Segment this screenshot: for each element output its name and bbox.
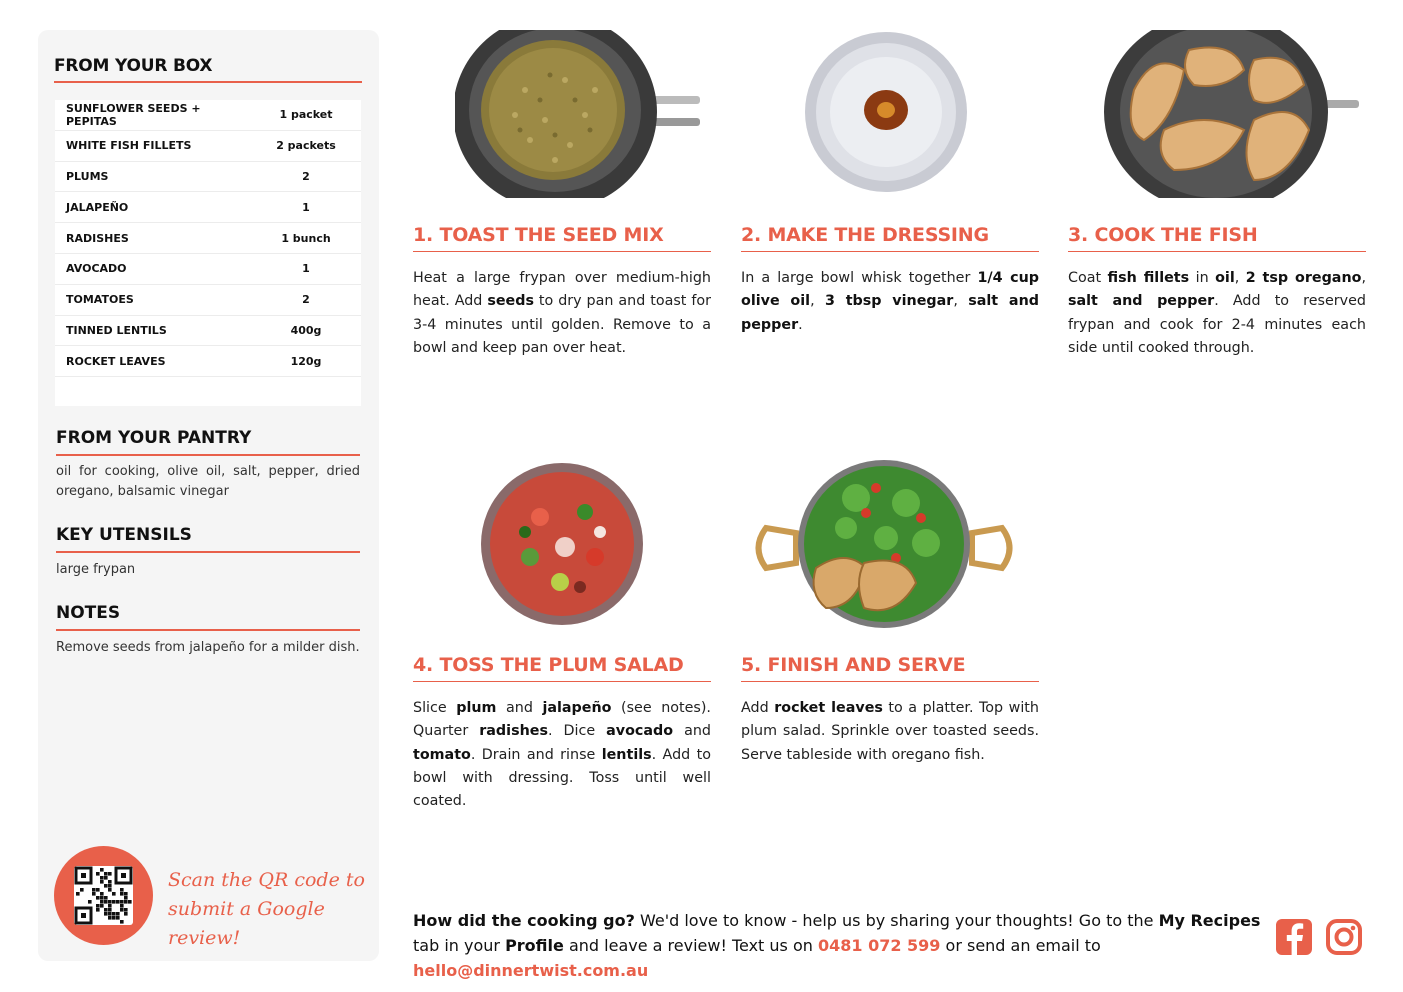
ingredient-qty: 1 bunch — [281, 231, 331, 245]
step-text: in — [1189, 270, 1216, 286]
plum-salad-image — [480, 462, 644, 626]
footer-question: How did the cooking go? — [413, 911, 635, 930]
step-text: (see notes). Quarter — [413, 700, 711, 740]
box-heading: FROM YOUR BOX — [54, 56, 362, 83]
step-bold-text: lentils — [601, 746, 652, 763]
step-text: In a large bowl whisk together — [741, 270, 978, 286]
step-bold-text: 1/4 cup olive oil — [741, 270, 1040, 310]
step-bold-text: oil — [1215, 270, 1235, 286]
step-text: . Add to reserved frypan and cook for 2-4 minutes each side until cooked through. — [1068, 293, 1366, 356]
ingredient-name: WHITE FISH FILLETS — [66, 139, 192, 153]
step-bold-text: tomato — [413, 746, 471, 763]
step-bold-text: fish fillets — [1107, 270, 1190, 286]
ingredient-row — [55, 285, 361, 316]
step-bold-text: avocado — [606, 723, 674, 740]
seed-pan-image — [455, 30, 705, 198]
utensils-text: large frypan — [56, 562, 136, 577]
step-2-body — [741, 267, 1039, 337]
step-3-body — [1068, 267, 1366, 360]
step-text: . Add to bowl with dressing. Toss until well coated. — [413, 746, 711, 810]
ingredient-name: ROCKET LEAVES — [66, 354, 166, 368]
utensils-heading: KEY UTENSILS — [56, 525, 360, 553]
finished-dish-image — [746, 458, 1022, 630]
notes-heading: NOTES — [56, 603, 360, 631]
step-bold-text: 2 tsp oregano — [1245, 270, 1362, 286]
phone-link[interactable]: 0481 072 599 — [817, 936, 941, 955]
step-1-title: 1. TOAST THE SEED MIX — [413, 224, 711, 252]
ingredient-row — [55, 223, 361, 254]
step-bold-text: salt and pepper — [741, 293, 1039, 333]
ingredient-name: TINNED LENTILS — [66, 323, 167, 337]
ingredient-name: AVOCADO — [66, 262, 127, 276]
fish-pan-image — [1104, 30, 1359, 198]
step-bold-text: rocket leaves — [774, 700, 883, 716]
footer-text-2: tab in your — [413, 936, 506, 955]
ingredient-row — [55, 346, 361, 377]
step-text: , — [1234, 270, 1246, 286]
ingredient-qty: 2 — [302, 293, 310, 307]
dressing-bowl-image — [804, 30, 970, 198]
footer-text-4: or send an email to — [940, 936, 1101, 955]
ingredient-name: PLUMS — [66, 169, 109, 183]
step-text: , — [810, 293, 825, 310]
step-4-title: 4. TOSS THE PLUM SALAD — [413, 654, 711, 682]
notes-text: Remove seeds from jalapeño for a milder dish. — [56, 640, 360, 655]
ingredient-qty: 400g — [290, 323, 322, 337]
footer-text-1: We'd love to know - help us by sharing your thoughts! Go to the — [634, 911, 1159, 930]
step-text: to a platter. Top with plum salad. Sprinkle over toasted seeds. Serve tableside with oregano fish. — [741, 700, 1039, 763]
ingredient-qty: 1 — [302, 262, 310, 276]
qr-note-line-1: Scan the QR code to — [168, 869, 365, 891]
step-4-body — [413, 697, 711, 813]
ingredients-table — [55, 100, 361, 406]
my-recipes-link[interactable]: My Recipes — [1158, 911, 1261, 930]
step-1-body — [413, 267, 711, 360]
ingredient-name: SUNFLOWER SEEDS + PEPITAS — [66, 101, 201, 128]
ingredient-qty: 1 packet — [279, 108, 333, 122]
step-text: Heat a large frypan over medium-high heat. Add — [413, 270, 711, 310]
ingredient-name: RADISHES — [66, 231, 129, 245]
step-5-title: 5. FINISH AND SERVE — [741, 654, 1039, 682]
ingredient-row — [55, 162, 361, 193]
ingredient-name: JALAPEÑO — [66, 200, 129, 214]
pantry-text: oil for cooking, olive oil, salt, pepper, dried oregano, balsamic vinegar — [56, 464, 360, 499]
email-link[interactable]: hello@dinnertwist.com.au — [413, 961, 649, 980]
pantry-heading: FROM YOUR PANTRY — [56, 428, 360, 456]
step-bold-text: radishes — [479, 723, 548, 740]
footer-text-3: and leave a review! Text us on — [563, 936, 818, 955]
qr-note-line-2: submit a Google review! — [168, 898, 325, 949]
qr-code[interactable] — [74, 866, 133, 925]
step-bold-text: seeds — [487, 293, 534, 310]
step-text: and — [673, 723, 711, 740]
ingredient-row — [55, 100, 361, 131]
ingredients-sidebar — [38, 30, 379, 961]
step-text: and — [496, 700, 543, 716]
ingredient-qty: 2 — [302, 169, 310, 183]
qr-review-note — [168, 866, 368, 953]
step-bold-text: plum — [456, 700, 497, 716]
step-bold-text: jalapeño — [542, 700, 612, 716]
profile-link[interactable]: Profile — [505, 936, 564, 955]
step-text: . — [798, 316, 803, 333]
qr-badge — [54, 846, 153, 945]
step-text: , — [1361, 270, 1367, 286]
ingredient-qty: 120g — [290, 354, 322, 368]
facebook-icon[interactable] — [1275, 918, 1313, 956]
ingredient-row — [55, 192, 361, 223]
step-text: Coat — [1068, 270, 1108, 286]
step-text: , — [953, 293, 969, 310]
ingredient-row — [55, 254, 361, 285]
instagram-icon[interactable] — [1325, 918, 1363, 956]
step-text: to dry pan and toast for 3-4 minutes until golden. Remove to a bowl and keep pan over heat. — [413, 293, 711, 356]
ingredient-row — [55, 316, 361, 347]
feedback-footer — [413, 908, 1273, 983]
step-bold-text: 3 tbsp vinegar — [824, 293, 954, 310]
ingredient-row — [55, 131, 361, 162]
step-text: . Dice — [547, 723, 607, 740]
step-3-title: 3. COOK THE FISH — [1068, 224, 1366, 252]
step-text: . Drain and rinse — [470, 746, 602, 763]
step-text: Add — [741, 700, 775, 716]
step-2-title: 2. MAKE THE DRESSING — [741, 224, 1039, 252]
step-text: Slice — [413, 700, 457, 716]
ingredient-qty: 1 — [302, 200, 310, 214]
ingredient-qty: 2 packets — [276, 139, 336, 153]
step-bold-text: salt and pepper — [1068, 293, 1215, 310]
step-5-body — [741, 697, 1039, 767]
ingredient-name: TOMATOES — [66, 293, 134, 307]
